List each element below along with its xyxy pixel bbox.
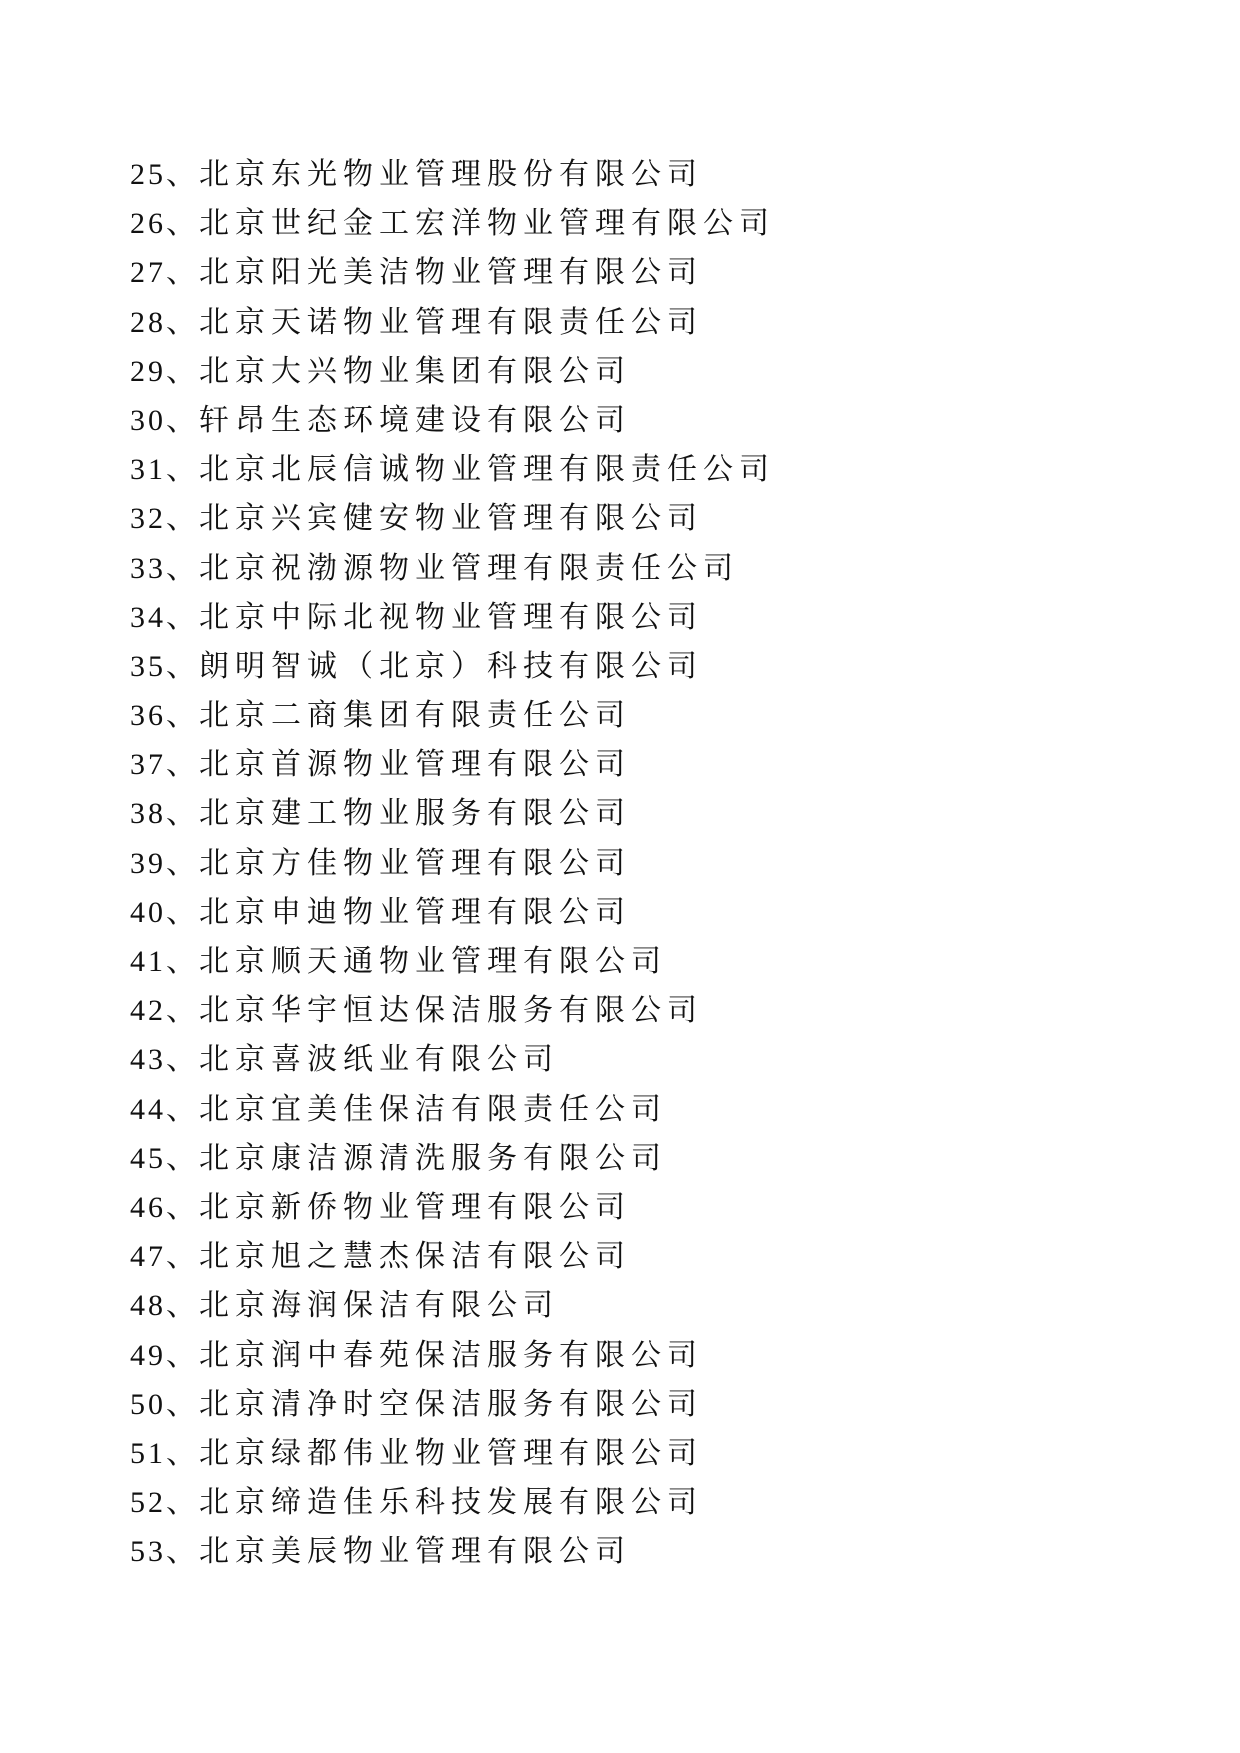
company-name: 北京缔造佳乐科技发展有限公司 xyxy=(199,1485,703,1521)
list-item xyxy=(130,691,775,740)
item-number: 48、 xyxy=(130,1289,199,1323)
company-name: 北京方佳物业管理有限公司 xyxy=(199,845,631,881)
company-name: 北京华宇恒达保洁服务有限公司 xyxy=(199,993,703,1029)
item-number: 28、 xyxy=(130,305,199,339)
item-number: 38、 xyxy=(130,797,199,831)
company-name: 北京清净时空保洁服务有限公司 xyxy=(199,1386,703,1422)
list-item xyxy=(130,839,775,888)
list-item xyxy=(130,445,775,494)
item-number: 46、 xyxy=(130,1190,199,1224)
company-name: 北京旭之慧杰保洁有限公司 xyxy=(199,1239,631,1275)
list-item xyxy=(130,789,775,838)
company-name: 北京祝渤源物业管理有限责任公司 xyxy=(199,550,739,586)
company-name: 北京润中春苑保洁服务有限公司 xyxy=(199,1337,703,1373)
list-item xyxy=(130,1134,775,1183)
list-item xyxy=(130,347,775,396)
list-item xyxy=(130,937,775,986)
item-number: 42、 xyxy=(130,994,199,1028)
company-name: 北京世纪金工宏洋物业管理有限公司 xyxy=(199,206,775,242)
item-number: 51、 xyxy=(130,1436,199,1470)
company-name: 轩昂生态环境建设有限公司 xyxy=(199,402,631,438)
company-name: 北京北辰信诚物业管理有限责任公司 xyxy=(199,452,775,488)
item-number: 37、 xyxy=(130,748,199,782)
list-item xyxy=(130,740,775,789)
item-number: 29、 xyxy=(130,354,199,388)
list-item xyxy=(130,494,775,543)
company-name: 北京顺天通物业管理有限公司 xyxy=(199,944,667,979)
item-number: 52、 xyxy=(130,1486,199,1520)
list-item xyxy=(130,150,775,199)
company-name: 北京天诺物业管理有限责任公司 xyxy=(199,304,703,340)
list-item xyxy=(130,1232,775,1281)
list-item xyxy=(130,1183,775,1232)
list-item xyxy=(130,642,775,691)
list-item xyxy=(130,1035,775,1084)
company-name: 北京兴宾健安物业管理有限公司 xyxy=(199,501,703,537)
company-name: 北京喜波纸业有限公司 xyxy=(199,1042,559,1078)
list-item xyxy=(130,298,775,347)
list-item xyxy=(130,1429,775,1478)
item-number: 44、 xyxy=(130,1092,199,1126)
list-item xyxy=(130,396,775,445)
item-number: 32、 xyxy=(130,502,199,536)
list-item xyxy=(130,1331,775,1380)
item-number: 30、 xyxy=(130,403,199,437)
item-number: 40、 xyxy=(130,895,199,929)
item-number: 27、 xyxy=(130,256,199,290)
list-item xyxy=(130,986,775,1035)
item-number: 31、 xyxy=(130,453,199,487)
list-item xyxy=(130,1380,775,1429)
item-number: 47、 xyxy=(130,1240,199,1274)
list-item xyxy=(130,888,775,937)
company-list xyxy=(130,150,775,1576)
list-item xyxy=(130,1085,775,1134)
item-number: 45、 xyxy=(130,1141,199,1175)
company-name: 北京中际北视物业管理有限公司 xyxy=(199,599,703,635)
item-number: 41、 xyxy=(130,945,199,978)
list-item xyxy=(130,1478,775,1527)
list-item xyxy=(130,199,775,248)
item-number: 49、 xyxy=(130,1338,199,1372)
company-name: 朗明智诚（北京）科技有限公司 xyxy=(199,648,703,684)
company-name: 北京东光物业管理股份有限公司 xyxy=(199,157,703,192)
item-number: 39、 xyxy=(130,846,199,880)
list-item xyxy=(130,1281,775,1330)
item-number: 35、 xyxy=(130,649,199,683)
list-item xyxy=(130,1527,775,1576)
item-number: 53、 xyxy=(130,1535,199,1569)
company-name: 北京二商集团有限责任公司 xyxy=(199,698,631,734)
item-number: 34、 xyxy=(130,600,199,634)
company-name: 北京海润保洁有限公司 xyxy=(199,1288,559,1324)
company-name: 北京首源物业管理有限公司 xyxy=(199,747,631,783)
item-number: 33、 xyxy=(130,551,199,585)
company-name: 北京大兴物业集团有限公司 xyxy=(199,353,631,389)
company-name: 北京康洁源清洗服务有限公司 xyxy=(199,1140,667,1176)
list-item xyxy=(130,248,775,297)
item-number: 25、 xyxy=(130,158,199,191)
company-name: 北京绿都伟业物业管理有限公司 xyxy=(199,1435,703,1471)
item-number: 43、 xyxy=(130,1043,199,1077)
list-item xyxy=(130,593,775,642)
company-name: 北京宜美佳保洁有限责任公司 xyxy=(199,1091,667,1127)
item-number: 50、 xyxy=(130,1387,199,1421)
list-item xyxy=(130,544,775,593)
company-name: 北京新侨物业管理有限公司 xyxy=(199,1189,631,1225)
item-number: 36、 xyxy=(130,699,199,733)
company-name: 北京美辰物业管理有限公司 xyxy=(199,1534,631,1570)
company-name: 北京阳光美洁物业管理有限公司 xyxy=(199,255,703,291)
company-name: 北京建工物业服务有限公司 xyxy=(199,796,631,832)
company-name: 北京申迪物业管理有限公司 xyxy=(199,894,631,930)
item-number: 26、 xyxy=(130,207,199,241)
